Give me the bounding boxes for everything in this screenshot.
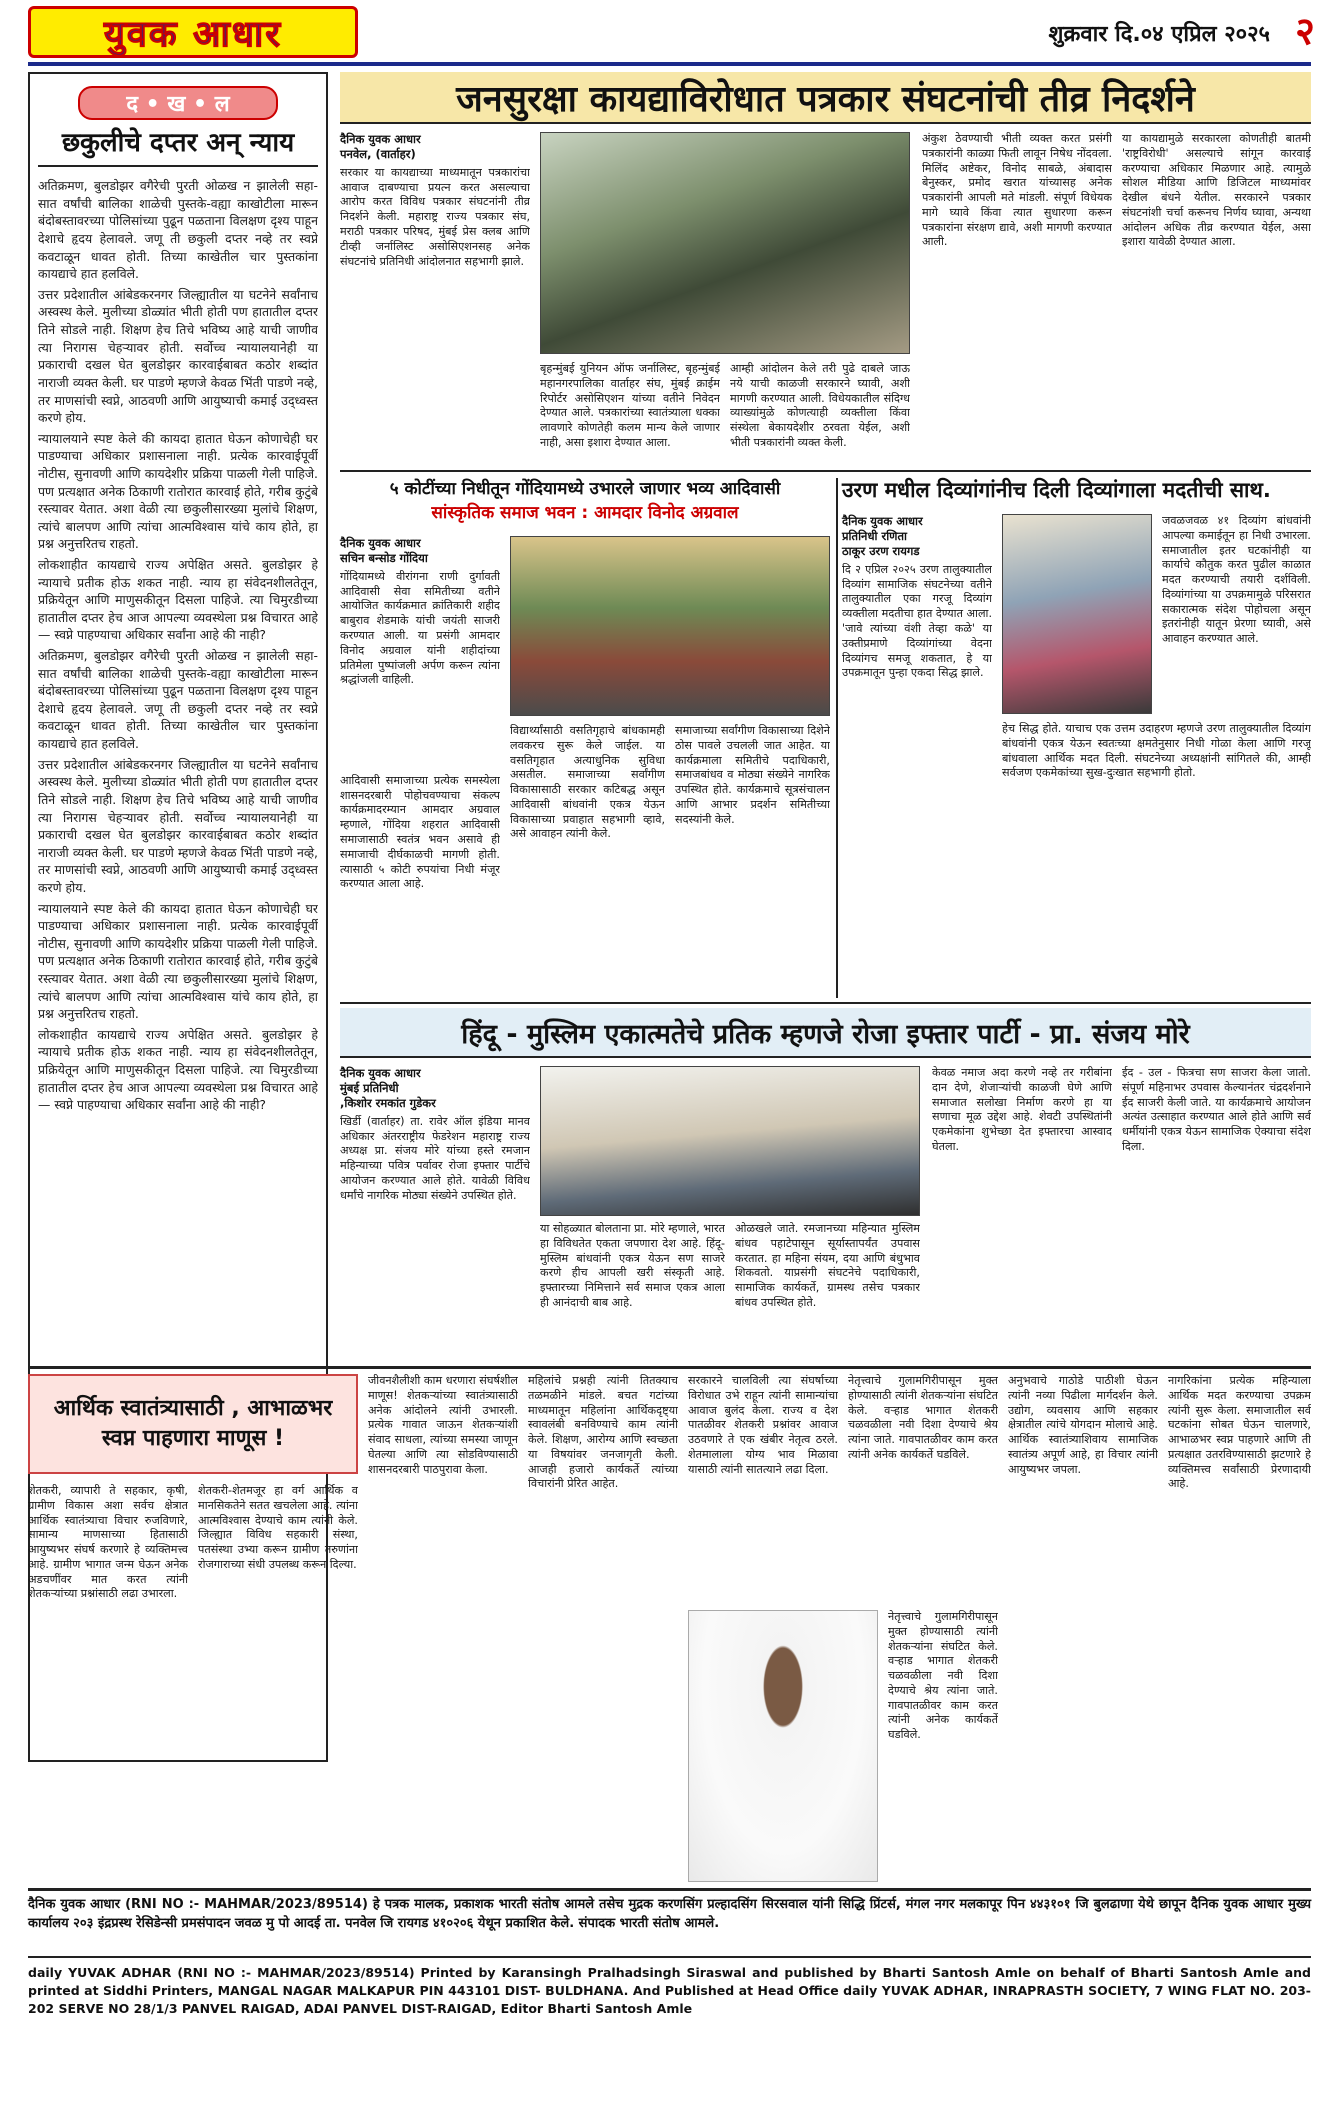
footer-english-line: daily YUVAK ADHAR (RNI NO :- MAHMAR/2023/89514) Printed by Karansingh Pralhadsingh Siraswal and published by Bharti Santosh Amle on behalf of Bharti Santosh Amle and printed at Siddhi Printers, MANGAL NAGAR MALKAPUR PIN 443101 DIST- BULDHANA. And Published at Head Office daily YUVAK ADHAR, INRAPRASTH SOCIETY, 7 WING FLAT NO. 203-202 SERVE NO 28/1/3 PANVEL RAIGAD, ADAI PANVEL DIST-RAIGAD, Editor Bharti Santosh Amle bbox=[28, 1965, 1311, 2017]
lead-body-4: अंकुश ठेवण्याची भीती व्यक्त करत प्रसंगी पत्रकारांनी काळ्या फिती लावून निषेध नोंदवला. मिलिंद अष्टेकर, विनोद साबळे, अंबादास बेनुस्कर, प्रमोद खरात यांच्यासह अनेक पत्रकारांनी आपली मते मांडली. संपूर्ण विधेयक मागे घ्यावे किंवा त्यात सुधारणा करून पत्रकारांना संरक्षण द्यावे, अशी मागणी करण्यात आली. bbox=[922, 132, 1112, 249]
uran-body-2: हेच सिद्ध होते. याचाच एक उत्तम उदाहरण म्हणजे उरण तालुक्यातील दिव्यांग बांधवांनी एकत्र येऊन स्वतःच्या क्षमतेनुसार निधी गोळा केला आणि गरजू बांधवाला आर्थिक मदत दिली. संघटनेच्या अध्यक्षांनी सांगितले की, आम्ही सर्वजण एकमेकांच्या सुख-दुःखात सहभागी होतो. bbox=[1002, 722, 1311, 780]
gondia-story bbox=[340, 478, 830, 998]
gondia-body-3: विद्यार्थ्यांसाठी वसतिगृहाचे बांधकामही लवकरच सुरू केले जाईल. या वसतिगृहात अत्याधुनिक सुविधा असतील. समाजाच्या सर्वांगीण विकासासाठी सरकार कटिबद्ध असून आदिवासी बांधवांनी एकत्र येऊन विकासाच्या प्रवाहात सहभागी व्हावे, असे आवाहन त्यांनी केले. bbox=[510, 724, 665, 841]
lead-headline-bar bbox=[340, 72, 1311, 124]
tribute-title-box bbox=[28, 1374, 358, 1474]
masthead-rule bbox=[28, 62, 1311, 66]
footer-rni-line: दैनिक युवक आधार (RNI NO :- MAHMAR/2023/89514) हे पत्रक मालक, प्रकाशक भारती संतोष आमले तसेच मुद्रक करणसिंग प्रल्हादसिंग सिरसवाल यांनी सिद्धि प्रिंटर्स, मंगल नगर मलकापूर पिन ४४३१०१ जि बुलढाणा येथे छापून दैनिक युवक आधार मुख्य कार्यालय २०३ इंद्रप्रस्थ रेसिडेन्सी प्रमसंपादन जवळ मु पो आदई ता. पनवेल जि रायगड ४१०२०६ येथून प्रकाशित केले. संपादक भारती संतोष आमले. bbox=[28, 1897, 1311, 1931]
column-paragraph: न्यायालयाने स्पष्ट केले की कायदा हातात घेऊन कोणाचेही घर पाडण्याचा अधिकार प्रशासनाला नाही. प्रत्येक कारवाईपूर्वी नोटीस, सुनावणी आणि कायदेशीर प्रक्रिया पाळली गेली पाहिजे. पण प्रत्यक्षात अनेक ठिकाणी रातोरात कारवाई होते, गरीब कुटुंबे रस्त्यावर येतात. अशा वेळी त्या छकुलीसारख्या मुलांचे शिक्षण, त्यांचे बालपण आणि त्यांचा आत्मविश्वास यांचे काय होते, हा प्रश्न अनुत्तरितच राहतो. bbox=[38, 430, 318, 552]
masthead-title: युवक आधार bbox=[103, 13, 283, 55]
iftar-story bbox=[340, 1008, 1311, 1352]
date-line: शुक्रवार दि.०४ एप्रिल २०२५ bbox=[1048, 22, 1270, 47]
uran-story bbox=[842, 478, 1311, 998]
uran-body-3: जवळजवळ ४१ दिव्यांग बांधवांनी आपल्या कमाईतून हा निधी उभारला. समाजातील इतर घटकांनीही या कार्याचे कौतुक करत पुढील काळात मदत करण्याची तयारी दर्शविली. दिव्यांगांच्या या उपक्रमामुळे परिसरात सकारात्मक संदेश पोहोचला असून इतरांनीही यातून प्रेरणा घ्यावी, असे आवाहन करण्यात आले. bbox=[1162, 514, 1311, 646]
gondia-headline: ५ कोटींच्या निधीतून गोंदियामध्ये उभारले जाणार भव्य आदिवासी bbox=[389, 479, 781, 499]
divider bbox=[28, 1366, 1311, 1369]
tribute-body-4: महिलांचे प्रश्नही त्यांनी तितक्याच तळमळीने मांडले. बचत गटांच्या माध्यमातून महिलांना आर्थिकदृष्ट्या स्वावलंबी बनविण्याचे काम त्यांनी केले. शिक्षण, आरोग्य आणि स्वच्छता या विषयांवर जनजागृती केली. आजही हजारो कार्यकर्ते त्यांच्या विचारांनी प्रेरित आहेत. bbox=[528, 1374, 678, 1491]
column-tag bbox=[78, 86, 278, 120]
divider bbox=[340, 1002, 1311, 1004]
gondia-subhead: सांस्कृतिक समाज भवन : आमदार विनोद अग्रवाल bbox=[431, 503, 739, 524]
iftar-body-4: केवळ नमाज अदा करणे नव्हे तर गरीबांना दान देणे, शेजाऱ्यांची काळजी घेणे आणि समाजात सलोखा निर्माण करणे हा या सणाचा मूळ उद्देश आहे. शेवटी उपस्थितांनी एकमेकांना शुभेच्छा देत इफ्तारचा आस्वाद घेतला. bbox=[932, 1066, 1112, 1153]
iftar-body-5: ईद - उल - फित्रचा सण साजरा केला जातो. संपूर्ण महिनाभर उपवास केल्यानंतर चंद्रदर्शनाने ईद साजरी केली जाते. या कार्यक्रमाचे आयोजन अत्यंत उत्साहात करण्यात आले होते आणि सर्व धर्मीयांनी एकत्र येऊन सामाजिक ऐक्याचा संदेश दिला. bbox=[1122, 1066, 1311, 1153]
masthead-logo bbox=[28, 6, 358, 58]
tribute-title: आर्थिक स्वातंत्र्यासाठी , आभाळभर स्वप्न पाहणारा माणूस ! bbox=[53, 1396, 333, 1451]
column-headline: छकुलीचे दप्तर अन् न्याय bbox=[38, 128, 318, 167]
iftar-photo bbox=[540, 1066, 920, 1216]
tribute-body-6b: नेतृत्त्वाचे गुलामगिरीपासून मुक्त होण्यासाठी त्यांनी शेतकऱ्यांना संघटित केले. वऱ्हाड भागात शेतकरी चळवळीला नवी दिशा देण्याचे श्रेय त्यांना जाते. गावपातळीवर काम करत त्यांनी अनेक कार्यकर्ते घडविले. bbox=[888, 1610, 998, 1742]
uran-headline: उरण मधील दिव्यांगांनीच दिली दिव्यांगाला मदतीची साथ. bbox=[842, 478, 1271, 502]
tribute-body-3: जीवनशैलीशी काम धरणारा संघर्षशील माणूस! शेतकऱ्यांच्या स्वातंत्र्यासाठी अनेक आंदोलने त्यांनी उभारली. प्रत्येक गावात जाऊन शेतकऱ्यांशी संवाद साधला, त्यांच्या समस्या जाणून घेतल्या आणि त्या सोडविण्यासाठी शासनदरबारी पाठपुरावा केला. bbox=[368, 1374, 518, 1476]
uran-body-1: दि २ एप्रिल २०२५ उरण तालुक्यातील दिव्यांग सामाजिक संघटनेच्या वतीने तालुक्यातील एका गरजू दिव्यांग व्यक्तीला मदतीचा हात देण्यात आला. 'जावे त्यांच्या वंशी तेव्हा कळे' या उक्तीप्रमाणे दिव्यांगांच्या वेदना दिव्यांगच समजू शकतात, हे या उपक्रमातून पुन्हा एकदा सिद्ध झाले. bbox=[842, 562, 992, 680]
uran-col-1 bbox=[842, 514, 992, 998]
lead-story bbox=[340, 72, 1311, 468]
lead-headline: जनसुरक्षा कायद्याविरोधात पत्रकार संघटनांची तीव्र निदर्शने bbox=[456, 78, 1195, 120]
iftar-body-2: या सोहळ्यात बोलताना प्रा. मोरे म्हणाले, भारत हा विविधतेत एकता जपणारा देश आहे. हिंदू-मुस्लिम बांधवांनी एकत्र येऊन सण साजरे करणे हीच आपली खरी संस्कृती आहे. इफ्तारच्या निमित्ताने सर्व समाज एकत्र आला ही आनंदाची बाब आहे. bbox=[540, 1222, 725, 1309]
gondia-body-2: आदिवासी समाजाच्या प्रत्येक समस्येला शासनदरबारी पोहोचवण्याचा संकल्प कार्यक्रमादरम्यान आमदार अग्रवाल म्हणाले, गोंदिया शहरात आदिवासी समाजासाठी स्वतंत्र भवन असावे ही समाजाची दीर्घकाळची मागणी होती. त्यासाठी ५ कोटी रुपयांचा निधी मंजूर करण्यात आला आहे. bbox=[340, 773, 500, 891]
column-tag-text: द • ख • ल bbox=[126, 92, 230, 117]
gondia-body-1: गोंदियामध्ये वीरांगना राणी दुर्गावती आदिवासी सेवा समितीच्या वतीने आयोजित कार्यक्रमात क्रांतिकारी शहीद बाबुराव शेडमाके यांची जयंती साजरी करण्यात आली. या प्रसंगी आमदार विनोद अग्रवाल यांनी शहीदांच्या प्रतिमेला पुष्पांजली अर्पण करून त्यांना श्रद्धांजली वाहिली. bbox=[340, 569, 500, 687]
column-paragraph: लोकशाहीत कायद्याचे राज्य अपेक्षित असते. बुलडोझर हे न्यायाचे प्रतीक होऊ शकत नाही. न्याय हा संवेदनशीलतेतून, प्रक्रियेतून आणि माणुसकीतून दिसला पाहिजे. त्या चिमुरडीच्या हातातील दप्तर हेच आज आपल्या व्यवस्थेला प्रश्न विचारत आहे — स्वप्ने पाहण्याचा अधिकार सर्वांना आहे की नाही? bbox=[38, 1026, 318, 1113]
divider bbox=[28, 1888, 1311, 1891]
tribute-body-6: नेतृत्त्वाचे गुलामगिरीपासून मुक्त होण्यासाठी त्यांनी शेतकऱ्यांना संघटित केले. वऱ्हाड भागात शेतकरी चळवळीला नवी दिशा देण्याचे श्रेय त्यांना जाते. गावपातळीवर काम करत त्यांनी अनेक कार्यकर्ते घडविले. bbox=[848, 1374, 998, 1461]
tribute-body-5: सरकारने चालविली त्या संघर्षाच्या विरोधात उभे राहून त्यांनी सामान्यांचा आवाज बुलंद केला. राज्य व देश पातळीवर शेतकरी प्रश्नांवर आवाज उठवणारे ते एक खंबीर नेतृत्व ठरले. शेतमालाला योग्य भाव मिळावा यासाठी त्यांनी सातत्याने लढा दिला. bbox=[688, 1374, 838, 1476]
divider bbox=[340, 470, 1311, 472]
lead-body-1: सरकार या कायद्याच्या माध्यमातून पत्रकारांचा आवाज दाबण्याचा प्रयत्न करत असल्याचा आरोप करत विविध पत्रकार संघटनांनी तीव्र निदर्शने केली. महाराष्ट्र राज्य पत्रकार संघ, मराठी पत्रकार परिषद, मुंबई प्रेस क्लब आणि टीव्ही जर्नालिस्ट असोसिएशनसह अनेक संघटनांचे प्रतिनिधी आंदोलनात सहभागी झाले. bbox=[340, 165, 530, 268]
iftar-body-1: खिर्डी (वार्ताहर) ता. रावेर ऑल इंडिया मानव अधिकार अंतरराष्ट्रीय फेडरेशन महाराष्ट्र राज्य अध्यक्ष प्रा. संजय मोरे यांच्या हस्ते रमजान महिन्याच्या पवित्र पर्वावर रोजा इफ्तार पार्टीचे आयोजन करण्यात आले होते. यावेळी विविध धर्मांचे नागरिक मोठ्या संख्येने उपस्थित होते. bbox=[340, 1114, 530, 1202]
lead-byline: दैनिक युवक आधार पनवेल, (वार्ताहर) bbox=[340, 132, 421, 161]
footer-english bbox=[28, 1956, 1311, 2026]
iftar-headline-bar bbox=[340, 1008, 1311, 1058]
tribute-story bbox=[28, 1374, 1311, 1882]
uran-byline: दैनिक युवक आधार प्रतिनिधी रणिता ठाकूर उरण रायगड bbox=[842, 514, 923, 558]
iftar-byline: दैनिक युवक आधार मुंबई प्रतिनिधी ,किशोर रमकांत गुडेकर bbox=[340, 1066, 436, 1110]
tribute-body-7: अनुभवाचे गाठोडे पाठीशी घेऊन त्यांनी नव्या पिढीला मार्गदर्शन केले. उद्योग, व्यवसाय आणि सहकार क्षेत्रातील त्यांचे योगदान मोलाचे आहे. आर्थिक स्वातंत्र्याशिवाय सामाजिक स्वातंत्र्य अपूर्ण आहे, हा विचार त्यांनी आयुष्यभर जपला. bbox=[1008, 1374, 1158, 1476]
lead-col-1 bbox=[340, 132, 530, 462]
gondia-byline: दैनिक युवक आधार सचिन बन्सोड गोंदिया bbox=[340, 536, 428, 565]
divider bbox=[836, 478, 838, 998]
uran-photo bbox=[1002, 514, 1152, 714]
gondia-photo bbox=[510, 536, 830, 716]
column-paragraph: लोकशाहीत कायद्याचे राज्य अपेक्षित असते. बुलडोझर हे न्यायाचे प्रतीक होऊ शकत नाही. न्याय हा संवेदनशीलतेतून, प्रक्रियेतून आणि माणुसकीतून दिसला पाहिजे. त्या चिमुरडीच्या हातातील दप्तर हेच आज आपल्या व्यवस्थेला प्रश्न विचारत आहे — स्वप्ने पाहण्याचा अधिकार सर्वांना आहे की नाही? bbox=[38, 556, 318, 643]
column-paragraph: उत्तर प्रदेशातील आंबेडकरनगर जिल्ह्यातील या घटनेने सर्वांनाच अस्वस्थ केले. मुलीच्या डोळ्यांत भीती होती पण हातातील दप्तर तिने सोडले नाही. शिक्षण हेच तिचे भविष्य आहे याची जाणीव त्या निरागस चेहऱ्यावर होती. सर्वोच्च न्यायालयानेही या प्रकाराची दखल घेत बुलडोझर कारवाईबाबत कठोर शब्दांत नाराजी व्यक्त केली. घर पाडणे म्हणजे केवळ भिंती पाडणे नव्हे, तर माणसांची स्वप्ने, आठवणी आणि आयुष्याची कमाई उद्ध्वस्त करणे होय. bbox=[38, 756, 318, 895]
tribute-body-2: शेतकरी-शेतमजूर हा वर्ग आर्थिक व मानसिकतेने सतत खचलेला आहे. त्यांना आत्मविश्वास देण्याचे काम त्यांनी केले. जिल्ह्यात विविध सहकारी संस्था, पतसंस्था उभ्या करून ग्रामीण तरुणांना रोजगाराच्या संधी उपलब्ध करून दिल्या. bbox=[198, 1484, 358, 1571]
column-paragraph: अतिक्रमण, बुलडोझर वगैरेची पुरती ओळख न झालेली सहा-सात वर्षांची बालिका शाळेची पुस्तके-वह्या काखोटीला मारून बंदोबस्तावरच्या पोलिसांच्या पुढून पळताना विलक्षण दृश्य पाहून देशाचे हृदय हेलावले. जणू ती छकुली दप्तर नव्हे तर स्वप्ने कवटाळून धावत होती. तिच्या काखेतील चार पुस्तकांना कायद्याचे हात हलविले. bbox=[38, 648, 318, 752]
masthead bbox=[0, 0, 1339, 62]
iftar-body-3: ओळखले जाते. रमजानच्या महिन्यात मुस्लिम बांधव पहाटेपासून सूर्यास्तापर्यंत उपवास करतात. हा महिना संयम, दया आणि बंधुभाव शिकवतो. याप्रसंगी संघटनेचे पदाधिकारी, सामाजिक कार्यकर्ते, ग्रामस्थ तसेच पत्रकार बांधव उपस्थित होते. bbox=[735, 1222, 920, 1309]
gondia-col-1 bbox=[340, 536, 500, 996]
lead-body-3: आम्ही आंदोलन केले तरी पुढे दाबले जाऊ नये याची काळजी सरकारने घ्यावी, अशी मागणी करण्यात आली. विधेयकातील संदिग्ध व्याख्यांमुळे कोणत्याही व्यक्तीला किंवा संस्थेला बेकायदेशीर ठरवता येईल, अशी भीती पत्रकारांनी व्यक्त केली. bbox=[730, 362, 910, 449]
lead-photo bbox=[540, 132, 910, 354]
iftar-headline: हिंदू - मुस्लिम एकात्मतेचे प्रतिक म्हणजे रोजा इफ्तार पार्टी - प्रा. संजय मोरे bbox=[461, 1018, 1190, 1050]
tribute-body-8: नागरिकांना प्रत्येक महिन्याला आर्थिक मदत करण्याचा उपक्रम त्यांनी सुरू केला. समाजातील सर्व घटकांना सोबत घेऊन चालणारे, आभाळभर स्वप्न पाहणारे आणि ती प्रत्यक्षात उतरविण्यासाठी झटणारे हे व्यक्तिमत्त्व सर्वांसाठी प्रेरणादायी आहे. bbox=[1168, 1374, 1311, 1491]
footer-imprint bbox=[28, 1896, 1311, 1948]
gondia-body-4: समाजाच्या सर्वांगीण विकासाच्या दिशेने ठोस पावले उचलली जात आहेत. या कार्यक्रमाला समितीचे पदाधिकारी, समाजबांधव व मोठ्या संख्येने नागरिक उपस्थित होते. कार्यक्रमाचे सूत्रसंचालन आणि आभार प्रदर्शन समितीच्या सदस्यांनी केले. bbox=[675, 724, 830, 826]
column-paragraph: अतिक्रमण, बुलडोझर वगैरेची पुरती ओळख न झालेली सहा-सात वर्षांची बालिका शाळेची पुस्तके-वह्या काखोटीला मारून बंदोबस्तावरच्या पोलिसांच्या पुढून पळताना विलक्षण दृश्य पाहून देशाचे हृदय हेलावले. जणू ती छकुली दप्तर नव्हे तर स्वप्ने कवटाळून धावत होती. तिच्या काखेतील चार पुस्तकांना कायद्याचे हात हलविले. bbox=[38, 178, 318, 282]
lead-body-5: या कायद्यामुळे सरकारला कोणतीही बातमी 'राष्ट्रविरोधी' असल्याचे सांगून कारवाई करण्याचा अधिकार मिळणार आहे. त्यामुळे सोशल मीडिया आणि डिजिटल माध्यमांवर देखील बंधने येतील. सरकारने पत्रकार संघटनांशी चर्चा करूनच निर्णय घ्यावा, अन्यथा आंदोलन अधिक तीव्र करण्यात येईल, असा इशारा यावेळी देण्यात आला. bbox=[1122, 132, 1311, 249]
page-number: २ bbox=[1295, 9, 1315, 53]
tribute-body-1: शेतकरी, व्यापारी ते सहकार, कृषी, ग्रामीण विकास अशा सर्वच क्षेत्रात आर्थिक स्वातंत्र्याचा विचार रुजविणारे, सामान्य माणसाच्या हितासाठी आयुष्यभर संघर्ष करणारे हे व्यक्तिमत्त्व आहे. ग्रामीण भागात जन्म घेऊन अनेक अडचणींवर मात करत त्यांनी शेतकऱ्यांच्या प्रश्नांसाठी लढा उभारला. bbox=[28, 1484, 188, 1601]
column-paragraph: न्यायालयाने स्पष्ट केले की कायदा हातात घेऊन कोणाचेही घर पाडण्याचा अधिकार प्रशासनाला नाही. प्रत्येक कारवाईपूर्वी नोटीस, सुनावणी आणि कायदेशीर प्रक्रिया पाळली गेली पाहिजे. पण प्रत्यक्षात अनेक ठिकाणी रातोरात कारवाई होते, गरीब कुटुंबे रस्त्यावर येतात. अशा वेळी त्या छकुलीसारख्या मुलांचे शिक्षण, त्यांचे बालपण आणि त्यांचा आत्मविश्वास यांचे काय होते, हा प्रश्न अनुत्तरितच राहतो. bbox=[38, 900, 318, 1022]
iftar-col-1 bbox=[340, 1066, 530, 1352]
column-paragraph: उत्तर प्रदेशातील आंबेडकरनगर जिल्ह्यातील या घटनेने सर्वांनाच अस्वस्थ केले. मुलीच्या डोळ्यांत भीती होती पण हातातील दप्तर तिने सोडले नाही. शिक्षण हेच तिचे भविष्य आहे याची जाणीव त्या निरागस चेहऱ्यावर होती. सर्वोच्च न्यायालयानेही या प्रकाराची दखल घेत बुलडोझर कारवाईबाबत कठोर शब्दांत नाराजी व्यक्त केली. घर पाडणे म्हणजे केवळ भिंती पाडणे नव्हे, तर माणसांची स्वप्ने, आठवणी आणि आयुष्याची कमाई उद्ध्वस्त करणे होय. bbox=[38, 286, 318, 426]
lead-body-2: बृहन्मुंबई युनियन ऑफ जर्नालिस्ट, बृहन्मुंबई महानगरपालिका वार्ताहर संघ, मुंबई क्राईम रिपोर्टर असोसिएशन यांच्या वतीने निवेदन देण्यात आले. पत्रकारांच्या स्वातंत्र्याला धक्का लावणारे कोणतेही कलम मान्य केले जाणार नाही, असा इशारा देण्यात आला. bbox=[540, 362, 720, 449]
tribute-portrait bbox=[688, 1610, 878, 1882]
